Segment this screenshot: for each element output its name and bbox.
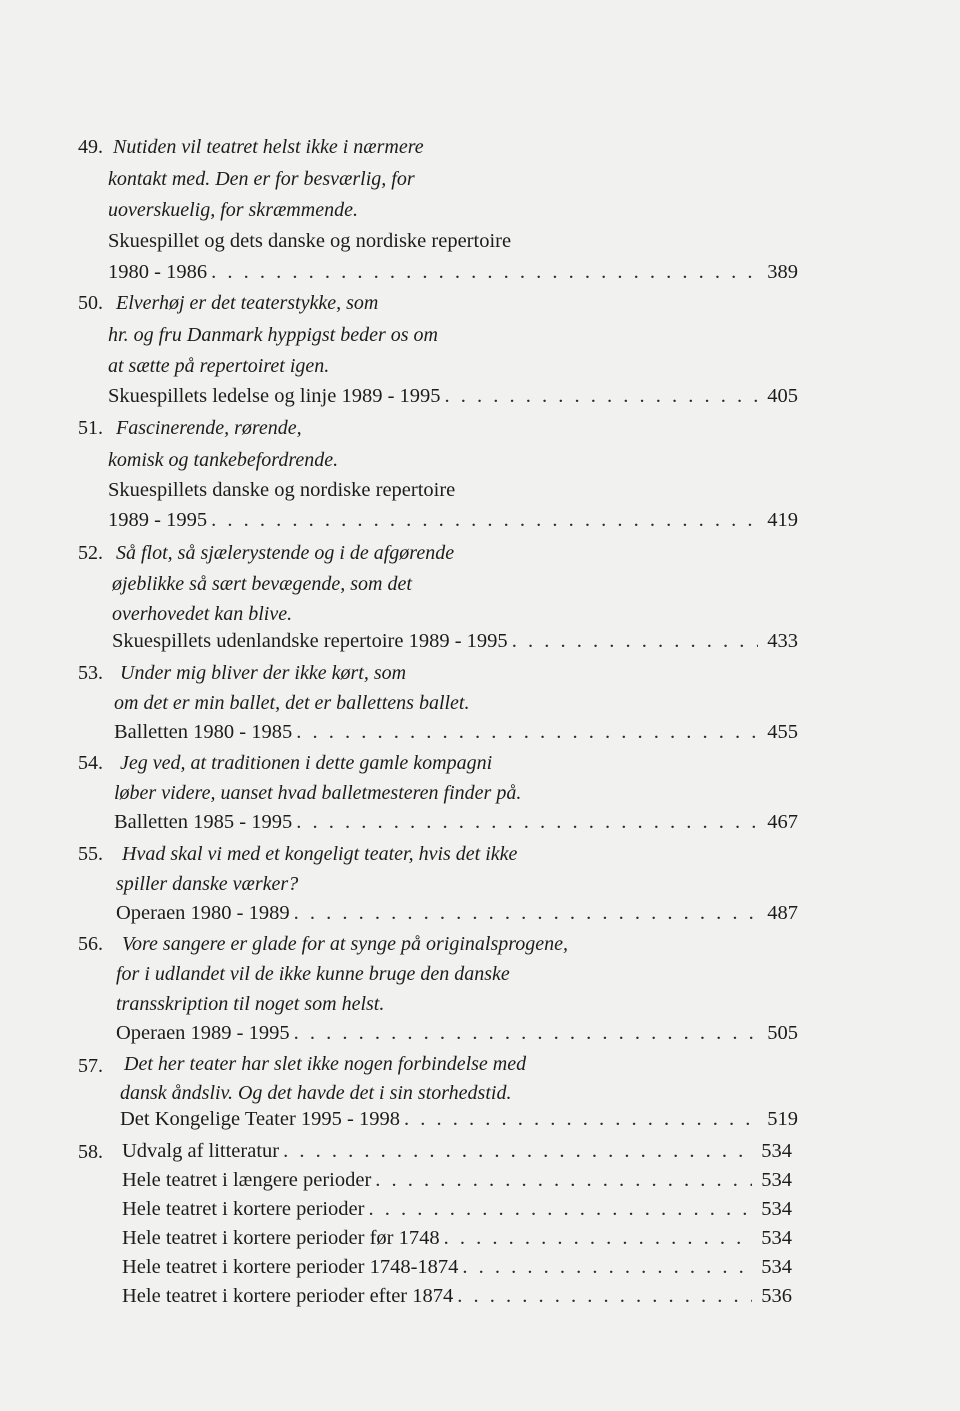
chapter-quote-line: komisk og tankebefordrende. [108,449,339,471]
dot-leader [292,721,758,744]
dot-leader [207,261,758,284]
toc-entry[interactable] [108,509,798,532]
toc-subentry[interactable] [122,1256,792,1279]
toc-entry[interactable] [120,1108,798,1131]
chapter-title-line: Skuespillets udenlandske repertoire 1989 - 1995 [112,630,508,652]
chapter-title-line: 1989 - 1995 [108,509,208,531]
toc-entry[interactable] [108,261,798,284]
toc-entry[interactable] [116,902,798,925]
page-number: 536 [761,1285,792,1307]
chapter-number: 54. [78,752,103,774]
chapter-quote-line: Jeg ved, at traditionen i dette gamle kompagni [120,752,493,774]
subentry-label: Hele teatret i kortere perioder 1748-1874 [122,1256,459,1278]
chapter-title-line: Operaen 1989 - 1995 [116,1022,290,1044]
page-number: 455 [767,721,798,743]
toc-entry[interactable] [114,721,798,744]
chapter-quote-line: løber videre, uanset hvad balletmesteren finder på. [114,782,522,804]
toc-subentry[interactable] [122,1169,792,1192]
subentry-label: Hele teatret i kortere perioder efter 1874 [122,1285,454,1307]
chapter-number: 49. [78,136,103,158]
page-number: 487 [767,902,798,924]
chapter-number: 52. [78,542,103,564]
page-number: 534 [761,1169,792,1191]
chapter-number: 57. [78,1055,103,1077]
dot-leader [400,1108,758,1131]
dot-leader [279,1140,752,1163]
dot-leader [290,902,758,925]
dot-leader [508,630,758,653]
toc-entry[interactable] [116,1022,798,1045]
chapter-quote-line: Så flot, så sjælerystende og i de afgørende [116,542,455,564]
chapter-number: 51. [78,417,103,439]
chapter-title-line: 1980 - 1986 [108,261,208,283]
page-number: 534 [761,1198,792,1220]
chapter-quote-line: overhovedet kan blive. [112,603,293,625]
chapter-title-line: Balletten 1985 - 1995 [114,811,293,833]
chapter-quote-line: kontakt med. Den er for besværlig, for [108,168,415,190]
chapter-quote-line: Vore sangere er glade for at synge på originalsprogene, [122,933,569,955]
page-number: 505 [767,1022,798,1044]
chapter-number: 55. [78,843,103,865]
subentry-label: Hele teatret i kortere perioder før 1748 [122,1227,440,1249]
chapter-title-line: Balletten 1980 - 1985 [114,721,293,743]
chapter-quote-line: Nutiden vil teatret helst ikke i nærmere [113,136,424,158]
subentry-label: Hele teatret i længere perioder [122,1169,372,1191]
dot-leader [453,1285,752,1308]
chapter-quote-line: Under mig bliver der ikke kørt, som [120,662,407,684]
chapter-title-line: Udvalg af litteratur [122,1140,280,1162]
chapter-quote-line: spiller danske værker? [116,873,299,895]
chapter-quote-line: dansk åndsliv. Og det havde det i sin storhedstid. [120,1082,512,1104]
chapter-number: 56. [78,933,103,955]
dot-leader [441,385,758,408]
chapter-number: 50. [78,292,103,314]
dot-leader [458,1256,752,1279]
toc-entry[interactable] [108,385,798,408]
dot-leader [207,509,758,532]
chapter-quote-line: transskription til noget som helst. [116,993,385,1015]
chapter-quote-line: at sætte på repertoiret igen. [108,355,330,377]
page-number: 519 [767,1108,798,1130]
page-number: 389 [767,261,798,283]
chapter-title-line: Skuespillets ledelse og linje 1989 - 1995 [108,385,441,407]
chapter-quote-line: Fascinerende, rørende, [116,417,302,439]
chapter-quote-line: Det her teater har slet ikke nogen forbindelse med [124,1053,527,1075]
toc-entry[interactable] [112,630,798,653]
chapter-title[interactable]: Skuespillets danske og nordiske repertoire [108,479,456,501]
page-number: 433 [767,630,798,652]
page-number: 467 [767,811,798,833]
page-number: 534 [761,1140,792,1162]
page-number: 534 [761,1227,792,1249]
subentry-label: Hele teatret i kortere perioder [122,1198,365,1220]
toc-entry[interactable] [114,811,798,834]
dot-leader [292,811,758,834]
toc-entry[interactable] [122,1140,792,1163]
dot-leader [290,1022,758,1045]
chapter-title-line: Operaen 1980 - 1989 [116,902,290,924]
chapter-quote-line: øjeblikke så sært bevægende, som det [112,573,412,595]
toc-subentry[interactable] [122,1198,792,1221]
dot-leader [364,1198,752,1221]
chapter-quote-line: uoverskuelig, for skræmmende. [108,199,358,221]
page-number: 419 [767,509,798,531]
dot-leader [371,1169,752,1192]
chapter-quote-line: for i udlandet vil de ikke kunne bruge den danske [116,963,510,985]
chapter-title[interactable]: Skuespillet og dets danske og nordiske repertoire [108,230,512,252]
page-number: 405 [767,385,798,407]
chapter-quote-line: Elverhøj er det teaterstykke, som [116,292,379,314]
chapter-number: 53. [78,662,103,684]
toc-subentry[interactable] [122,1227,792,1250]
dot-leader [440,1227,752,1250]
chapter-quote-line: om det er min ballet, det er ballettens ballet. [114,692,470,714]
chapter-title-line: Det Kongelige Teater 1995 - 1998 [120,1108,400,1130]
toc-subentry[interactable] [122,1285,792,1308]
chapter-number: 58. [78,1141,103,1163]
chapter-quote-line: Hvad skal vi med et kongeligt teater, hvis det ikke [122,843,518,865]
page-number: 534 [761,1256,792,1278]
chapter-quote-line: hr. og fru Danmark hyppigst beder os om [108,324,438,346]
